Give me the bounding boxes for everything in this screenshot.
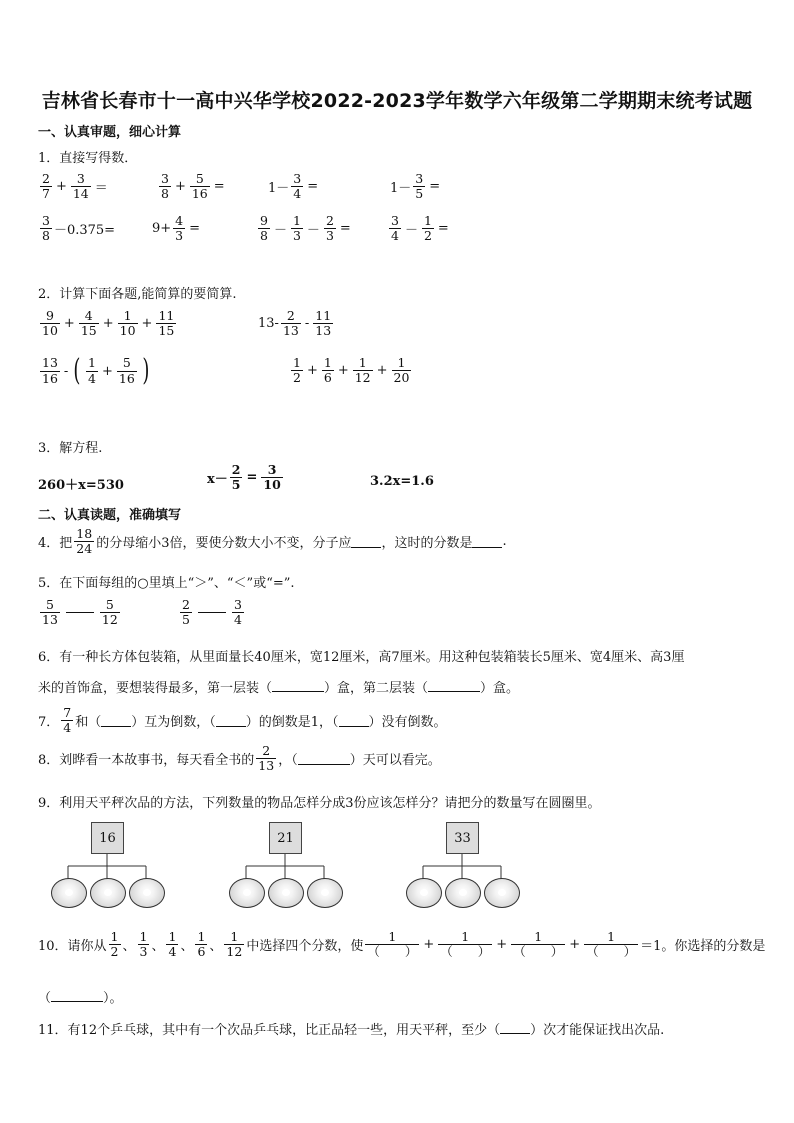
fraction: $\frac{3}{14}$: [72, 171, 89, 202]
fraction: $\frac{1}{3}$: [292, 213, 301, 244]
question-4: 4．把 $\frac{18}{24}$ 的分母缩小3倍，要使分数大小不变，分子应 ，这时的分数是 .: [38, 526, 507, 557]
fraction: $\frac{1}{2}$: [110, 929, 119, 960]
fraction: $\frac{1}{10}$: [119, 308, 136, 339]
answer-circle[interactable]: [307, 878, 343, 908]
fraction: $\frac{5}{12}$: [101, 597, 118, 628]
question-3-label: 3．解方程.: [38, 441, 103, 456]
balance-tree-1: [48, 822, 168, 912]
fraction: $\frac{3}{4}$: [391, 213, 399, 244]
fraction: $\frac{3}{8}$: [42, 213, 50, 244]
fraction: $\frac{3}{5}$: [415, 171, 424, 202]
question-9-label: 9．利用天平秤次品的方法，下列数量的物品怎样分成3份应该怎样分？请把分的数量写在圆圈里。: [38, 796, 601, 811]
question-6-line-2: 米的首饰盒，要想装得最多，第一层装（ ）盒，第二层装（ ）盒。: [38, 681, 520, 696]
fraction: $\frac{11}{13}$: [315, 308, 332, 339]
fraction: $\frac{5}{16}$: [118, 355, 135, 386]
question-7: 7． $\frac{7}{4}$ 和（ ）互为倒数，（ ）的倒数是1，（ ）没有倒数。: [38, 705, 447, 736]
fraction: $\frac{1}{4}$: [168, 929, 177, 960]
fraction: $\frac{1}{12}$: [226, 929, 243, 960]
answer-circle[interactable]: [229, 878, 265, 908]
fraction: $\frac{1}{2}$: [423, 213, 432, 244]
q1-expr-7: $\frac{9}{8}$ － $\frac{1}{3}$ － $\frac{2}{3}$ =: [260, 213, 351, 244]
section-heading-2: 二、认真读题，准确填写: [38, 508, 182, 523]
blank-fraction[interactable]: $\frac{1}{( )}$: [440, 929, 491, 960]
fraction: $\frac{1}{20}$: [393, 355, 410, 386]
left-paren: (: [73, 353, 81, 388]
balance-tree-2: [226, 822, 346, 912]
fraction: $\frac{2}{5}$: [231, 462, 241, 493]
page-title: 吉林省长春市十一高中兴华学校2022-2023学年数学六年级第二学期期末统考试题: [41, 90, 753, 112]
fraction: $\frac{13}{16}$: [42, 355, 58, 386]
fraction: $\frac{1}{12}$: [354, 355, 371, 386]
q5-compare-2: [178, 598, 246, 628]
total-count-box: 16: [91, 822, 124, 854]
fraction: $\frac{3}{10}$: [263, 462, 281, 493]
q3-equation-2: x－ $\frac{2}{5}$ = $\frac{3}{10}$: [207, 462, 281, 493]
total-count-box: 33: [446, 822, 479, 854]
question-1-label: 1．直接写得数．: [38, 151, 138, 166]
fraction: $\frac{1}{6}$: [197, 929, 206, 960]
fraction: $\frac{1}{6}$: [323, 355, 332, 386]
total-count-box: 21: [269, 822, 302, 854]
answer-blank[interactable]: [51, 989, 103, 1002]
answer-circle[interactable]: [51, 878, 87, 908]
answer-blank[interactable]: [500, 1021, 530, 1034]
fraction: $\frac{1}{4}$: [88, 355, 96, 386]
fraction: $\frac{7}{4}$: [63, 705, 72, 736]
q1-expr-8: $\frac{3}{4}$ － $\frac{1}{2}$ =: [391, 213, 449, 244]
q3-equation-1: 260＋x=530: [38, 478, 124, 493]
fraction: $\frac{2}{13}$: [282, 308, 299, 339]
answer-circle[interactable]: [90, 878, 126, 908]
fraction: $\frac{4}{3}$: [175, 213, 184, 244]
answer-blank[interactable]: [351, 535, 381, 548]
q1-expr-6: 9+ $\frac{4}{3}$ =: [152, 213, 201, 244]
answer-circle[interactable]: [268, 878, 304, 908]
answer-circle[interactable]: [406, 878, 442, 908]
fraction: $\frac{5}{16}$: [191, 171, 208, 202]
fraction: $\frac{3}{4}$: [233, 597, 242, 628]
question-6-line-1: 6．有一种长方体包装箱，从里面量长40厘米，宽12厘米，高7厘米。用这种包装箱装长5厘米、宽4厘米、高3厘: [38, 650, 685, 665]
blank-fraction[interactable]: $\frac{1}{( )}$: [586, 929, 637, 960]
answer-blank[interactable]: [428, 679, 480, 692]
fraction: $\frac{1}{2}$: [293, 355, 301, 386]
section-heading-1: 一、认真审题，细心计算: [38, 125, 182, 140]
q3-equation-3: 3.2x=1.6: [370, 474, 434, 489]
balance-tree-3: [403, 822, 523, 912]
fraction: $\frac{18}{24}$: [76, 526, 93, 557]
question-5-label: 5．在下面每组的○里填上“＞”、“＜”或“=”.: [38, 576, 295, 591]
q1-expr-4: 1－ $\frac{3}{5}$ =: [390, 171, 441, 202]
answer-blank[interactable]: [298, 752, 350, 765]
answer-circle[interactable]: [484, 878, 520, 908]
answer-blank[interactable]: [216, 714, 246, 727]
fraction: $\frac{11}{15}$: [158, 308, 175, 339]
answer-blank[interactable]: [101, 714, 131, 727]
answer-circle[interactable]: [129, 878, 165, 908]
answer-blank[interactable]: [272, 679, 324, 692]
question-8: 8．刘晔看一本故事书，每天看全书的 $\frac{2}{13}$ ，（ ）天可以看完。: [38, 743, 441, 774]
fraction: $\frac{3}{4}$: [293, 171, 302, 202]
fraction: $\frac{9}{10}$: [42, 308, 58, 339]
answer-blank[interactable]: [339, 714, 369, 727]
fraction: $\frac{2}{3}$: [325, 213, 334, 244]
fraction: $\frac{9}{8}$: [260, 213, 268, 244]
question-10-line-2: （ ）。: [38, 991, 123, 1006]
fraction: $\frac{1}{3}$: [139, 929, 148, 960]
fraction: $\frac{4}{15}$: [80, 308, 97, 339]
q1-expr-3: 1－ $\frac{3}{4}$ =: [268, 171, 319, 202]
fraction: $\frac{2}{7}$: [42, 171, 50, 202]
q2-expr-1: $\frac{9}{10}$ + $\frac{4}{15}$ + $\frac{1}{10}$ + $\frac{11}{15}$: [42, 308, 175, 339]
question-11: 11．有12个乒乓球，其中有一个次品乒乓球，比正品轻一些，用天平秤，至少（ ）次才能保证找出次品.: [38, 1023, 665, 1038]
fraction: $\frac{2}{5}$: [182, 597, 190, 628]
q1-expr-1: $\frac{2}{7}$ + $\frac{3}{14}$ ＝: [42, 171, 108, 202]
blank-fraction[interactable]: $\frac{1}{( )}$: [367, 929, 418, 960]
q2-expr-3: $\frac{13}{16}$ - ( $\frac{1}{4}$ + $\frac{5}{16}$ ): [42, 353, 150, 388]
fraction: $\frac{2}{13}$: [258, 743, 275, 774]
q2-expr-4: $\frac{1}{2}$ + $\frac{1}{6}$ + $\frac{1}{12}$ + $\frac{1}{20}$: [293, 355, 410, 386]
question-10-line-1: 10．请你从 $\frac{1}{2}$ 、 $\frac{1}{3}$ 、 $\frac{1}{4}$ 、 $\frac{1}{6}$ 、 $\frac{1}{12}$ 中选择四个分数，使 $\frac{1}{( )}$ + $\frac{1}{( )}$ + $\frac{1}{( )}$ + $\frac{1}{( )}$ ＝1。你选择的分数是: [38, 929, 766, 960]
q2-expr-2: 13- $\frac{2}{13}$ - $\frac{11}{13}$: [258, 308, 332, 339]
q5-compare-1: [38, 598, 122, 628]
q1-expr-2: $\frac{3}{8}$ + $\frac{5}{16}$ =: [161, 171, 225, 202]
blank-fraction[interactable]: $\frac{1}{( )}$: [513, 929, 564, 960]
answer-circle[interactable]: [445, 878, 481, 908]
q1-expr-5: $\frac{3}{8}$ －0.375=: [42, 213, 116, 244]
compare-blank[interactable]: [66, 612, 94, 613]
right-paren: ): [142, 353, 150, 388]
fraction: $\frac{3}{8}$: [161, 171, 169, 202]
question-2-label: 2．计算下面各题,能简算的要简算.: [38, 287, 237, 302]
compare-blank[interactable]: [198, 612, 226, 613]
answer-blank[interactable]: [472, 535, 502, 548]
fraction: $\frac{5}{13}$: [42, 597, 58, 628]
